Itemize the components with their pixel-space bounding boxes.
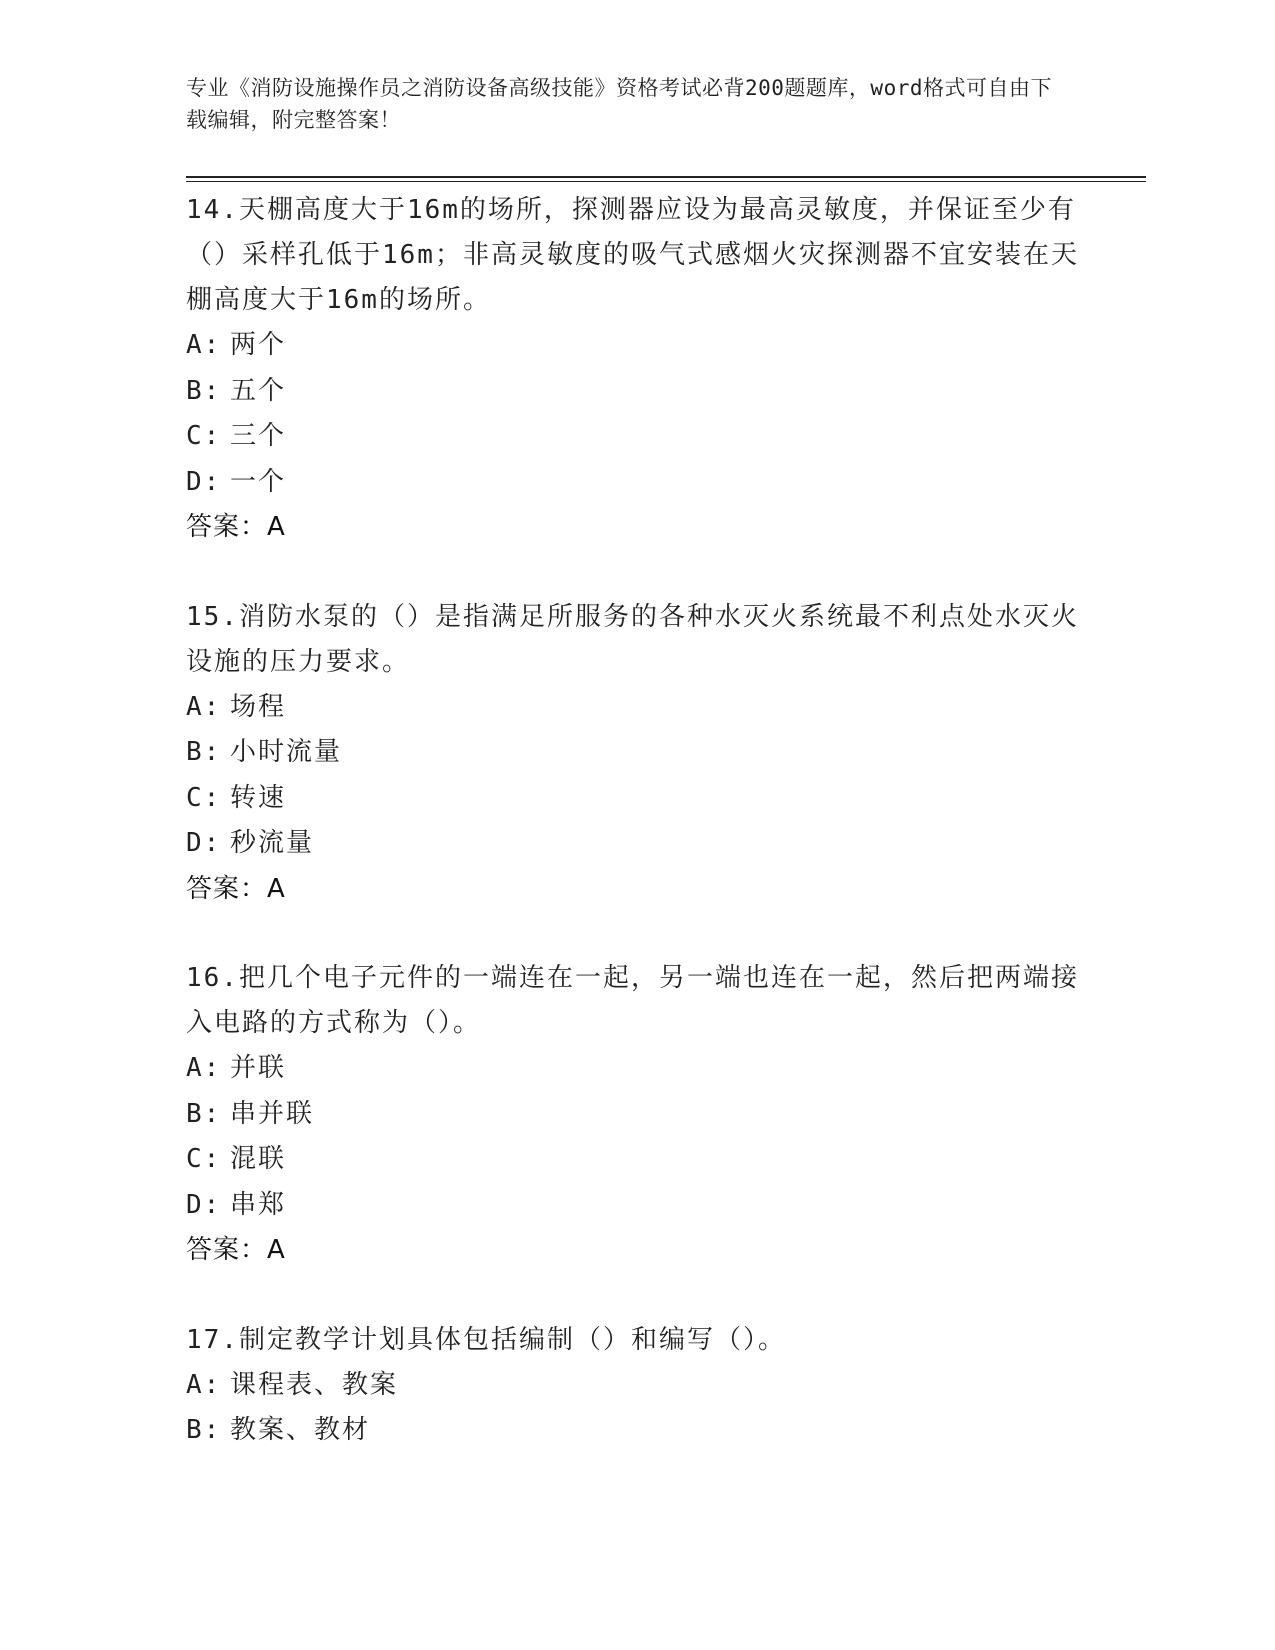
option-key: C: [186, 421, 222, 451]
option-value: 场程 [230, 691, 287, 722]
option-value: 串并联 [230, 1098, 315, 1129]
header-divider-thin [186, 181, 1146, 182]
option-value: 秒流量 [230, 828, 315, 858]
option-value: 课程表、教案 [230, 1369, 399, 1400]
option-a [186, 1363, 1086, 1409]
option-key: D: [186, 466, 222, 497]
option-b [186, 1408, 1086, 1454]
answer-line: 答案：A [186, 512, 286, 542]
option-c [186, 414, 1086, 460]
answer-line: 答案：A [186, 873, 286, 904]
option-key: B: [186, 1098, 222, 1129]
option-a [186, 685, 1086, 731]
question-text: 14.天棚高度大于16m的场所，探测器应设为最高灵敏度，并保证至少有（）采样孔低于16m；非高灵敏度的吸气式感烟火灾探测器不宜安装在天棚高度大于16m的场所。 [186, 195, 1079, 315]
option-a [186, 323, 1086, 369]
option-d [186, 460, 1086, 506]
option-key: A: [186, 330, 222, 360]
header-divider-thick [186, 176, 1146, 178]
option-value: 并联 [230, 1053, 287, 1083]
option-value: 教案、教材 [230, 1415, 371, 1445]
option-key: A: [186, 1369, 222, 1400]
option-value: 串郑 [230, 1189, 287, 1220]
option-d [186, 1183, 1086, 1229]
question-16 [186, 956, 1086, 1274]
option-value: 混联 [230, 1144, 287, 1174]
option-value: 小时流量 [230, 737, 343, 767]
option-value: 一个 [230, 466, 287, 497]
question-15 [186, 595, 1086, 913]
option-b [186, 1092, 1086, 1138]
option-value: 转速 [230, 782, 287, 813]
question-text: 17.制定教学计划具体包括编制（）和编写（）。 [186, 1324, 786, 1355]
option-key: C: [186, 782, 222, 813]
question-text: 16.把几个电子元件的一端连在一起，另一端也连在一起，然后把两端接入电路的方式称为（）。 [186, 963, 1079, 1038]
option-b [186, 730, 1086, 776]
document-header: 专业《消防设施操作员之消防设备高级技能》资格考试必背200题题库，word格式可自由下载编辑，附完整答案！ [186, 76, 1052, 132]
option-value: 三个 [230, 421, 287, 451]
option-d [186, 821, 1086, 867]
option-key: C: [186, 1144, 222, 1174]
option-c [186, 776, 1086, 822]
option-key: B: [186, 1415, 222, 1445]
option-value: 两个 [230, 330, 287, 360]
option-c [186, 1137, 1086, 1183]
option-key: D: [186, 1189, 222, 1220]
answer-line: 答案：A [186, 1235, 286, 1265]
option-key: B: [186, 737, 222, 767]
option-key: A: [186, 691, 222, 722]
question-14 [186, 188, 1086, 551]
question-17 [186, 1318, 1086, 1454]
option-a [186, 1046, 1086, 1092]
option-b [186, 369, 1086, 415]
question-list [186, 188, 1086, 1498]
option-key: B: [186, 375, 222, 406]
option-key: A: [186, 1053, 222, 1083]
option-value: 五个 [230, 375, 287, 406]
option-key: D: [186, 828, 222, 858]
question-text: 15.消防水泵的（）是指满足所服务的各种水灭火系统最不利点处水灭火设施的压力要求。 [186, 601, 1079, 677]
